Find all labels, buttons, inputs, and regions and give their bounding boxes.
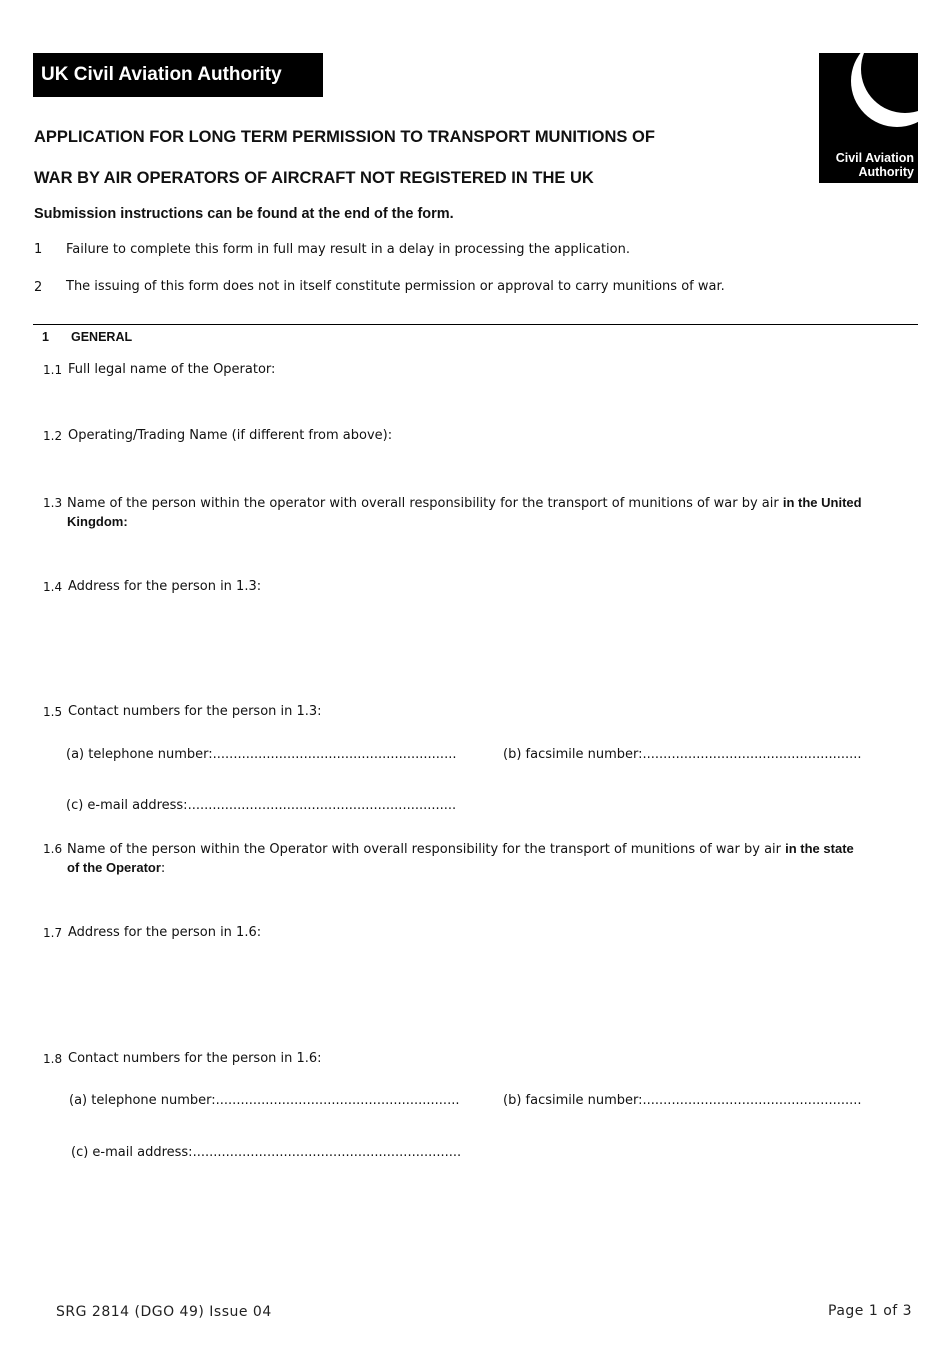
trading-name-label: Operating/Trading Name (if different from above): [68, 428, 393, 443]
section-title: GENERAL [71, 330, 133, 344]
caa-logo [819, 53, 918, 183]
facsimile-field[interactable] [503, 747, 862, 762]
submission-note: Submission instructions can be found at the end of the form. [34, 206, 454, 222]
item-number: 1.6 [43, 842, 63, 856]
telephone-field[interactable] [66, 747, 456, 762]
email-field[interactable] [66, 798, 456, 813]
item-number: 1.5 [43, 705, 63, 719]
operator-legal-name-label: Full legal name of the Operator: [68, 362, 276, 377]
dotted-line: ..................................................... [642, 747, 862, 762]
note-number: 1 [34, 242, 43, 257]
item-number: 1.8 [43, 1052, 63, 1066]
email-field[interactable] [71, 1145, 461, 1160]
facsimile-label: (b) facsimile number: [503, 747, 643, 762]
logo-text [836, 151, 914, 179]
note-number: 2 [34, 280, 43, 295]
item-number: 1.2 [43, 429, 63, 443]
dotted-line: ................................................................. [192, 1145, 462, 1160]
contact-numbers-label: Contact numbers for the person in 1.6: [68, 1051, 322, 1066]
state-responsible-person-label [67, 840, 867, 878]
telephone-label: (a) telephone number: [66, 747, 213, 762]
email-label: (c) e-mail address: [66, 798, 188, 813]
contact-numbers-label: Contact numbers for the person in 1.3: [68, 704, 322, 719]
facsimile-field[interactable] [503, 1093, 862, 1108]
address-label: Address for the person in 1.3: [68, 579, 262, 594]
form-title-line-1: APPLICATION FOR LONG TERM PERMISSION TO TRANSPORT MUNITIONS OF [34, 128, 655, 146]
item-number: 1.4 [43, 580, 63, 594]
address-label: Address for the person in 1.6: [68, 925, 262, 940]
authority-banner: UK Civil Aviation Authority [33, 53, 323, 97]
telephone-field[interactable] [69, 1093, 459, 1108]
item-text-tail: : [160, 861, 166, 876]
item-text: Name of the person within the operator with overall responsibility for the transport of munitions of war by air [67, 496, 783, 511]
dotted-line: ........................................................... [212, 747, 457, 762]
section-divider [33, 324, 918, 325]
form-title-line-2: WAR BY AIR OPERATORS OF AIRCRAFT NOT REGISTERED IN THE UK [34, 169, 594, 187]
dotted-line: ................................................................. [187, 798, 457, 813]
logo-line-1: Civil Aviation [835, 151, 914, 165]
page-number: Page 1 of 3 [828, 1303, 913, 1319]
item-number: 1.7 [43, 926, 63, 940]
note-text: The issuing of this form does not in itself constitute permission or approval to carry munitions of war. [66, 279, 725, 294]
telephone-label: (a) telephone number: [69, 1093, 216, 1108]
item-emphasis: in the state of the Operator [67, 841, 854, 875]
item-emphasis: in the United Kingdom: [67, 495, 862, 529]
logo-line-2: Authority [858, 165, 914, 179]
dotted-line: ........................................................... [215, 1093, 460, 1108]
dotted-line: ..................................................... [642, 1093, 862, 1108]
item-number: 1.1 [43, 363, 63, 377]
item-text: Name of the person within the Operator with overall responsibility for the transport of munitions of war by air [67, 842, 786, 857]
email-label: (c) e-mail address: [71, 1145, 193, 1160]
note-text: Failure to complete this form in full may result in a delay in processing the application. [66, 242, 630, 257]
section-number: 1 [42, 330, 49, 344]
form-reference: SRG 2814 (DGO 49) Issue 04 [56, 1304, 272, 1320]
facsimile-label: (b) facsimile number: [503, 1093, 643, 1108]
item-number: 1.3 [43, 496, 63, 510]
uk-responsible-person-label [67, 494, 867, 532]
